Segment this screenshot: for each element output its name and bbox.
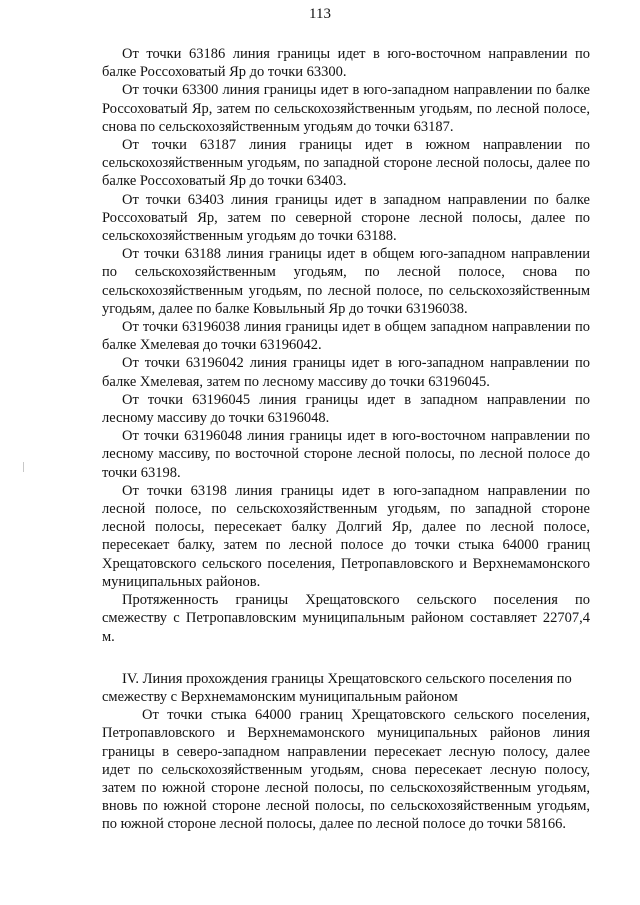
- paragraph-point-63403: От точки 63403 линия границы идет в западном направлении по балке Россоховатый Яр, затем по северной стороне лесной полосы, далее по сельскохозяйственным угодьям до точки 63188.: [102, 191, 590, 245]
- section-spacer: [102, 646, 590, 670]
- page-number: 113: [309, 6, 331, 22]
- paragraph-point-63196038: От точки 63196038 линия границы идет в общем западном направлении по балке Хмелевая до точки 63196042.: [102, 319, 590, 354]
- paragraph-point-63186: От точки 63186 линия границы идет в юго-восточном направлении по балке Россоховатый Яр до точки 63300.: [102, 46, 590, 81]
- paragraph-point-63196045: От точки 63196045 линия границы идет в западном направлении по лесному массиву до точки 63196048.: [102, 391, 590, 427]
- paragraph-point-63196042: От точки 63196042 линия границы идет в юго-западном направлении по балке Хмелевая, затем по лесному массиву до точки 63196045.: [102, 355, 590, 390]
- paragraph-boundary-length: Протяженность границы Хрещатовского сельского поселения по смежеству с Петропавловским муниципальным районом составляет 22707,4 м.: [102, 592, 590, 645]
- paragraph-point-63198: От точки 63198 линия границы идет в юго-западном направлении по лесной полосе, по сельскохозяйственным угодьям, по западной стороне лесной полосы, пересекает балку Долгий Яр, далее по лесной полосе, пересекает балку, затем по лесной полосе до точки стыка 64000 границ Хрещатовского сельского поселения, Петропавловского и Верхнемамонского муниципальных районов.: [102, 482, 590, 590]
- paragraph-point-63300: От точки 63300 линия границы идет в юго-западном направлении по балке Россоховатый Яр, затем по сельскохозяйственным угодьям, по лесной полосе, снова по сельскохозяйственным угодьям до точки 63187.: [102, 82, 590, 135]
- section-heading: IV. Линия прохождения границы Хрещатовского сельского поселения по смежеству с Верхнемамонским муниципальным районом: [102, 670, 572, 705]
- section-body: От точки стыка 64000 границ Хрещатовского сельского поселения, Петропавловского и Верхнемамонского муниципальных районов линия границы в северо-западном направлении пересекает лесную полосу, далее идет по сельскохозяйственным угодьям, снова пересекает лесную полосу, затем по южной стороне лесной полосы, по сельскохозяйственным угодьям, вновь по южной стороне лесной полосы, по сельскохозяйственным угодьям, по южной стороне лесной полосы, далее по лесной полосе до точки 58166.: [102, 707, 590, 833]
- paragraph-point-63196048: От точки 63196048 линия границы идет в юго-восточном направлении по лесному массиву, по восточной стороне лесной полосы, по лесной полосе до точки 63198.: [102, 428, 590, 481]
- document-body: [102, 45, 590, 834]
- paragraph-point-63187: От точки 63187 линия границы идет в южном направлении по сельскохозяйственным угодьям, по западной стороне лесной полосы, далее по балке Россоховатый Яр до точки 63403.: [102, 137, 590, 190]
- margin-mark: [23, 462, 24, 472]
- paragraph-point-63188: От точки 63188 линия границы идет в общем юго-западном направлении по сельскохозяйственным угодьям, по лесной полосе, снова по сельскохозяйственным угодьям, по лесной полосе, по сельскохозяйственным угодьям, далее по балке Ковыльный Яр до точки 63196038.: [102, 246, 590, 317]
